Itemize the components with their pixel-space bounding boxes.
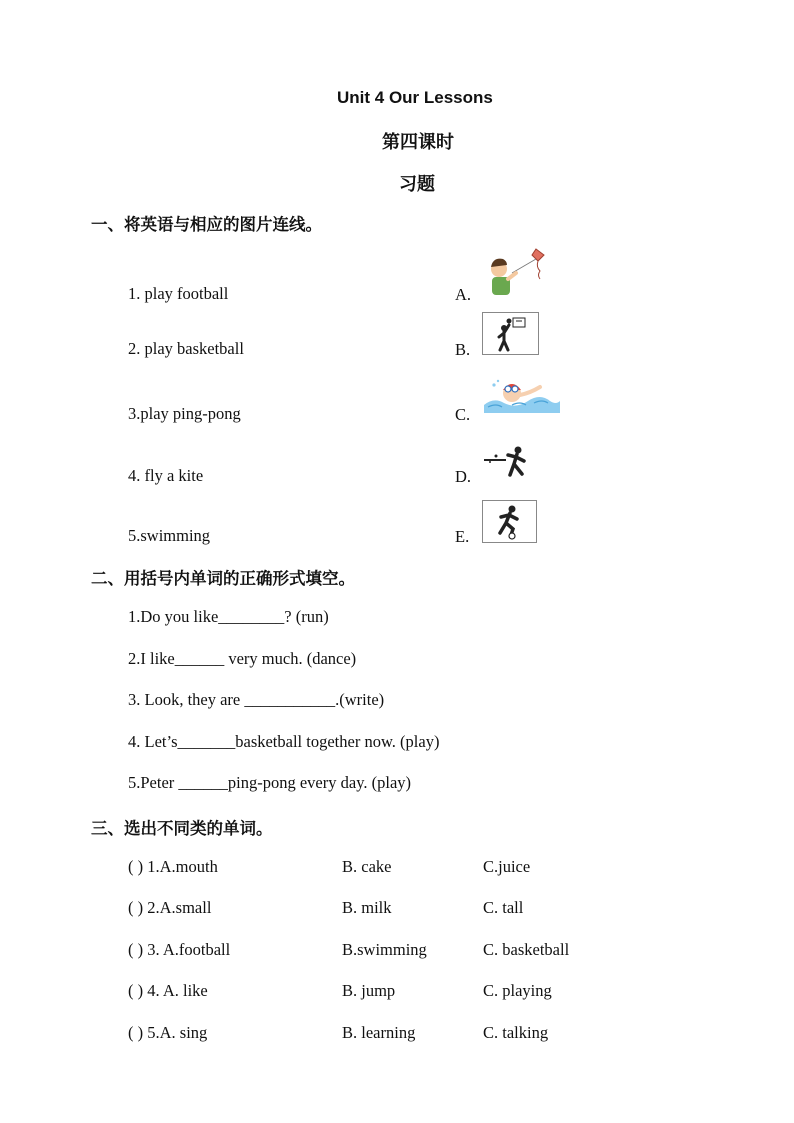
odd-one-row-4-b: B. jump bbox=[342, 981, 396, 1000]
odd-one-row-3-c: C. basketball bbox=[483, 940, 570, 959]
section2-heading: 二、用括号内单词的正确形式填空。 bbox=[91, 569, 355, 588]
odd-one-row-5-a: ( ) 5.A. sing bbox=[128, 1023, 208, 1042]
lesson-label: 第四课时 bbox=[382, 132, 454, 153]
basketball-player-icon bbox=[482, 312, 539, 355]
choice-label-d: D. bbox=[455, 467, 472, 486]
odd-one-row-2-b: B. milk bbox=[342, 898, 392, 917]
choice-label-b: B. bbox=[455, 340, 471, 359]
choice-label-c: C. bbox=[455, 405, 471, 424]
odd-one-row-1-a: ( ) 1.A.mouth bbox=[128, 857, 218, 876]
odd-one-row-2-a: ( ) 2.A.small bbox=[128, 898, 212, 917]
exercise-label: 习题 bbox=[399, 174, 435, 195]
odd-one-row-3-a: ( ) 3. A.football bbox=[128, 940, 231, 959]
fill-item-2: 2.I like______ very much. (dance) bbox=[128, 649, 357, 668]
swimming-boy-icon bbox=[482, 375, 562, 417]
section3-heading: 三、选出不同类的单词。 bbox=[91, 819, 273, 838]
odd-one-row-5-b: B. learning bbox=[342, 1023, 416, 1042]
kite-boy-icon bbox=[482, 247, 548, 297]
fill-item-4: 4. Let’s_______basketball together now. (play) bbox=[128, 732, 440, 751]
odd-one-row-1-c: C.juice bbox=[483, 857, 531, 876]
page-title: Unit 4 Our Lessons bbox=[337, 88, 493, 107]
match-item-3: 3.play ping-pong bbox=[128, 404, 241, 423]
odd-one-row-1-b: B. cake bbox=[342, 857, 392, 876]
section1-heading: 一、将英语与相应的图片连线。 bbox=[91, 215, 322, 234]
match-item-2: 2. play basketball bbox=[128, 339, 244, 358]
football-player-icon bbox=[482, 500, 537, 543]
match-item-5: 5.swimming bbox=[128, 526, 211, 545]
ping-pong-player-icon bbox=[482, 435, 535, 481]
odd-one-row-3-b: B.swimming bbox=[342, 940, 427, 959]
fill-item-5: 5.Peter ______ping-pong every day. (play) bbox=[128, 773, 412, 792]
odd-one-row-2-c: C. tall bbox=[483, 898, 524, 917]
fill-item-3: 3. Look, they are ___________.(write) bbox=[128, 690, 385, 709]
odd-one-row-5-c: C. talking bbox=[483, 1023, 549, 1042]
choice-label-a: A. bbox=[455, 285, 472, 304]
fill-item-1: 1.Do you like________? (run) bbox=[128, 607, 329, 626]
match-item-1: 1. play football bbox=[128, 284, 229, 303]
odd-one-row-4-c: C. playing bbox=[483, 981, 552, 1000]
match-item-4: 4. fly a kite bbox=[128, 466, 204, 485]
odd-one-row-4-a: ( ) 4. A. like bbox=[128, 981, 208, 1000]
choice-label-e: E. bbox=[455, 527, 470, 546]
